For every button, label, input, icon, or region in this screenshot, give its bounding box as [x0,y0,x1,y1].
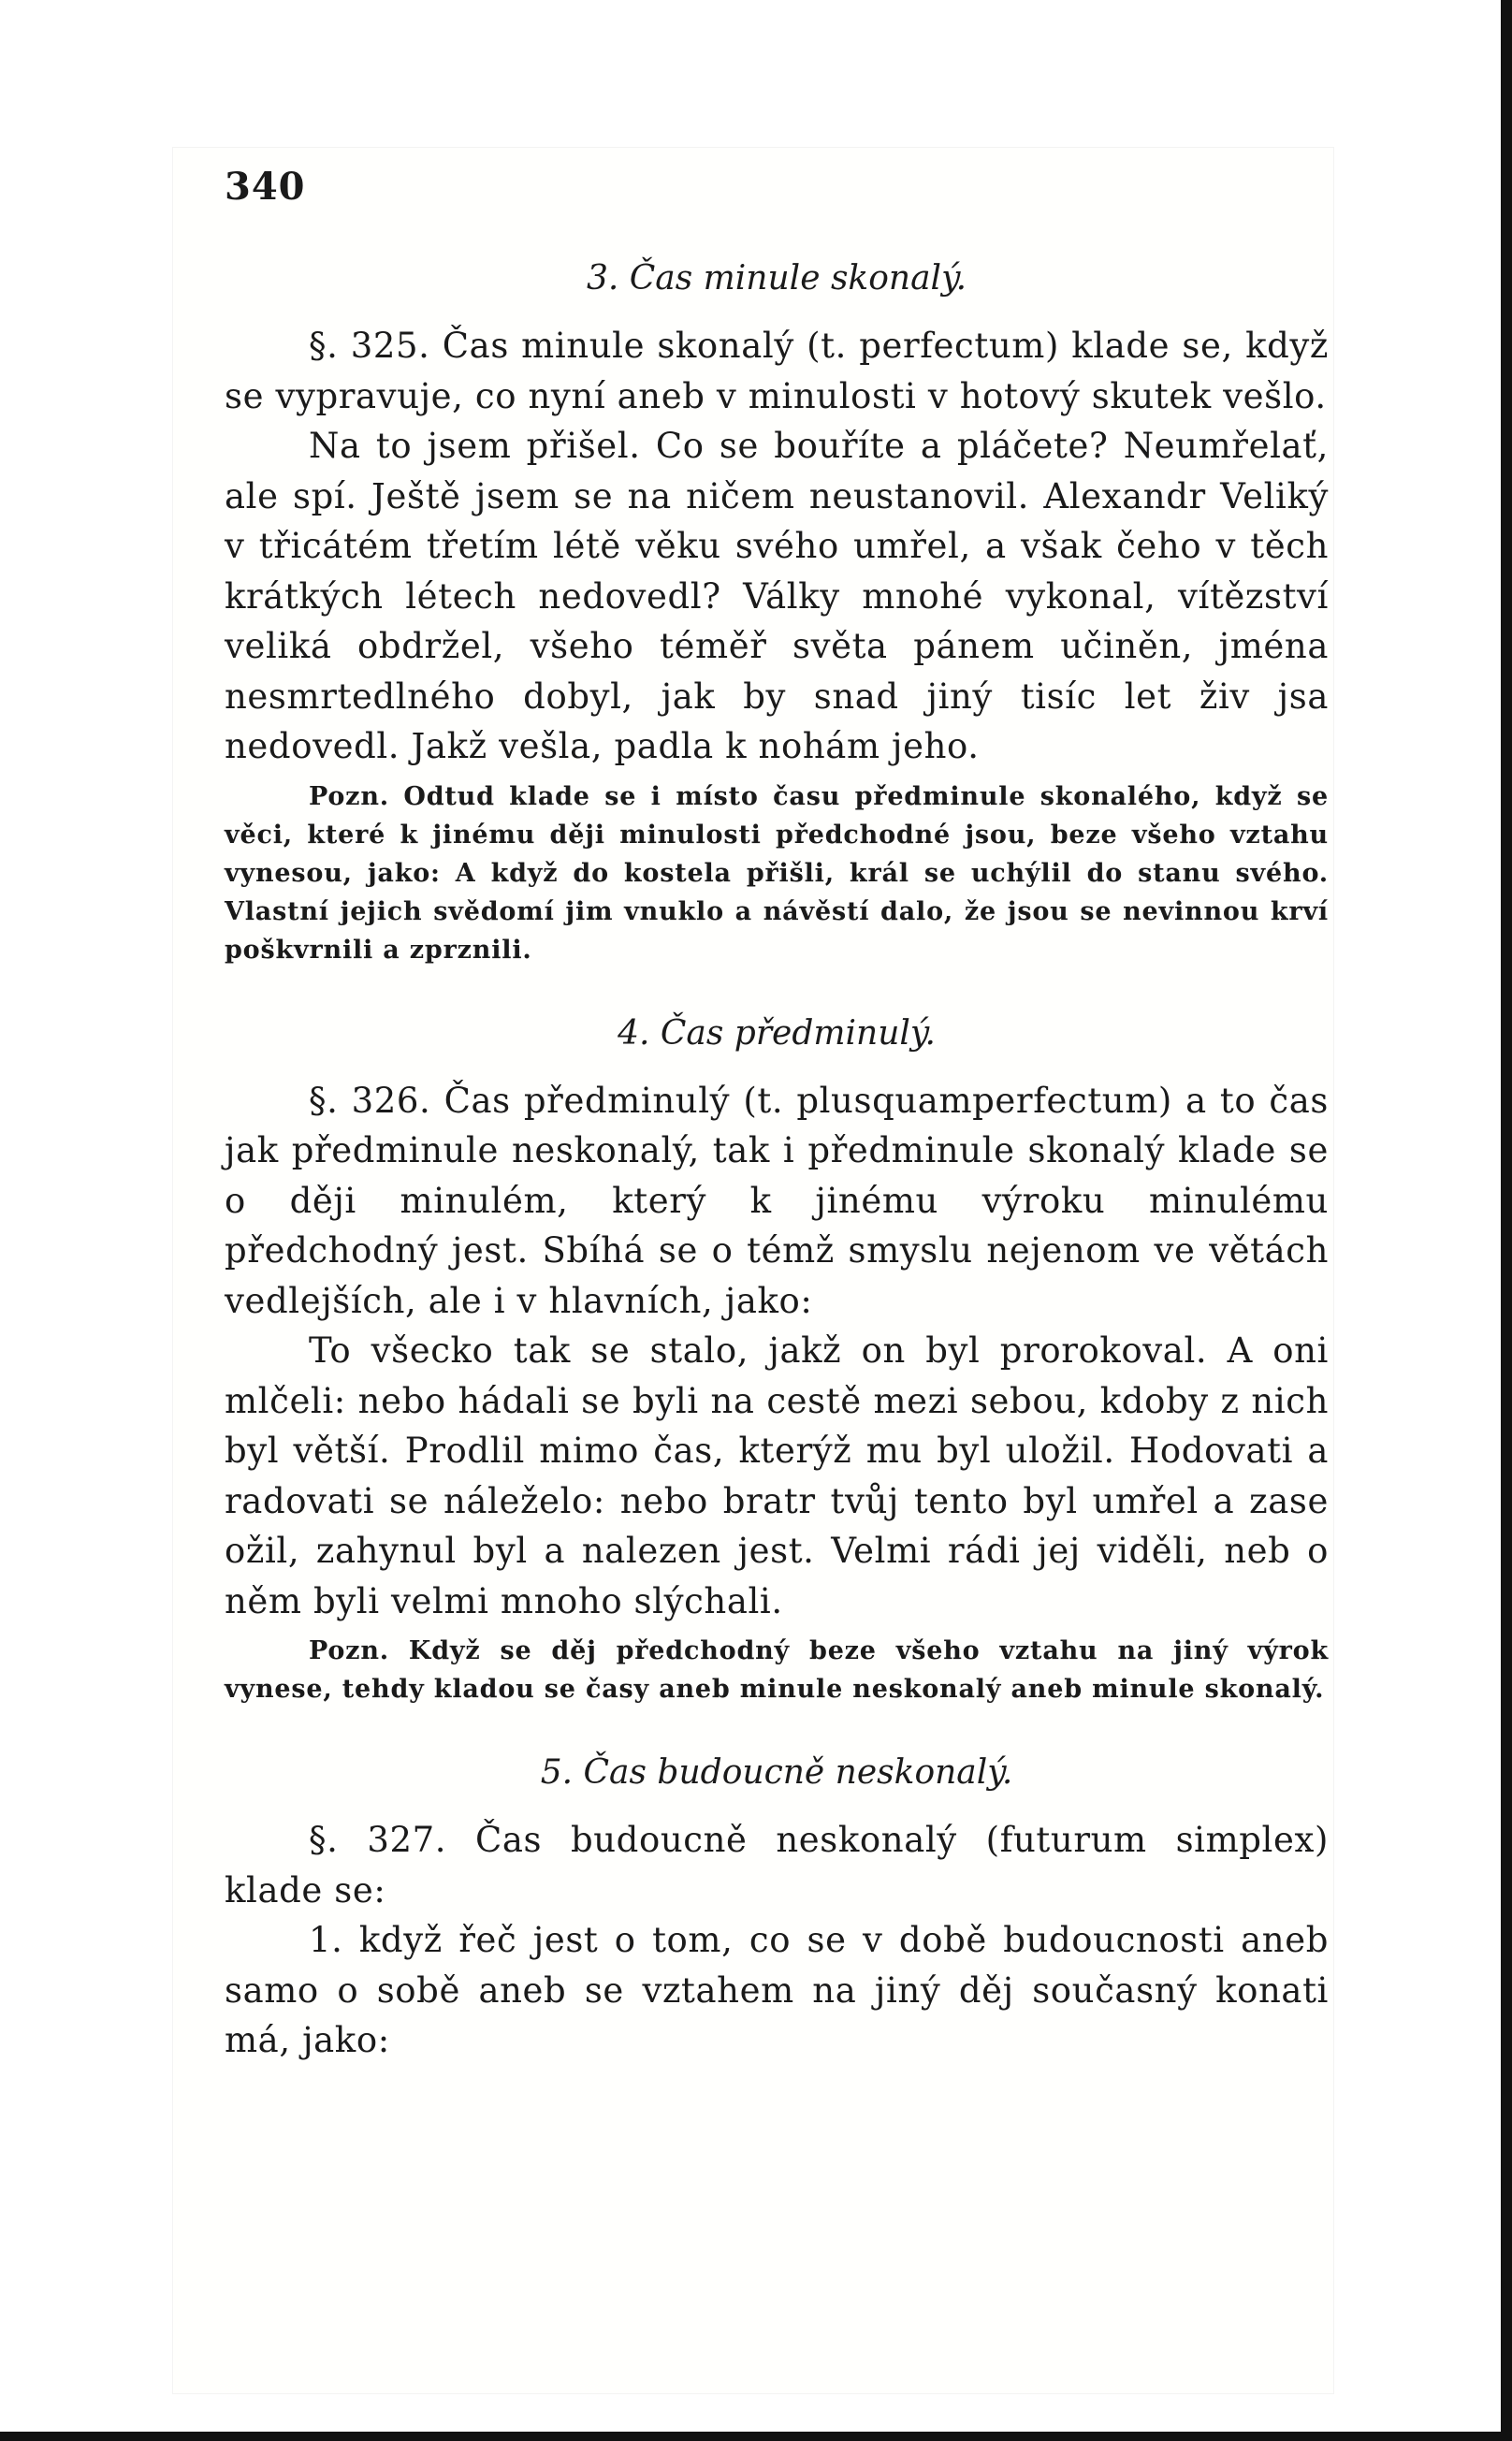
note-325: Pozn. Odtud klade se i místo času předminule skonalého, když se věci, které k jinému ději minulosti předchodné jsou, beze všeho vztahu vynesou, jako: A když do kostela přišli, král se uchýlil do stanu svého. Vlastní jejich svědomí jim vnuklo a návěstí dalo, že jsou se nevinnou krví poškvrnili a zprznili. [225,781,1329,965]
examples-325: Na to jsem přišel. Co se bouříte a pláčete? Neumřelať, ale spí. Ještě jsem se na ničem neustanovil. Alexandr Veliký v třicátém třetím létě věku svého umřel, a však čeho v těch krátkých létech nedovedl? Války mnohé vykonal, vítězství veliká obdržel, všeho téměř světa pánem učiněn, jména nesmrtedlného dobyl, jak by snad jiný tisíc let živ jsa nedovedl. Jakž vešla, padla k nohám jeho. [225,426,1329,766]
item-327-1: 1. když řeč jest o tom, co se v době budoucnosti aneb samo o sobě aneb se vztahem na jiný děj současný konati má, jako: [225,1920,1329,2060]
paragraph-327: §. 327. Čas budoucně neskonalý (futurum simplex) klade se: [225,1820,1329,1911]
examples-326: To všecko tak se stalo, jakž on byl prorokoval. A oni mlčeli: nebo hádali se byli na cestě mezi sebou, kdoby z nich byl větší. Prodlil mimo čas, kterýž mu byl uložil. Hodovati a radovati se náleželo: nebo bratr tvůj tento byl umřel a zase ožil, zahynul byl a nalezen jest. Velmi rádi jej viděli, neb o něm byli velmi mnoho slýchali. [225,1330,1329,1621]
page-content [225,255,1329,2066]
paragraph-326: §. 326. Čas předminulý (t. plusquamperfectum) a to čas jak předminule neskonalý, tak i předminule skonalý klade se o ději minulém, který k jinému výroku minulému předchodný jest. Sbíhá se o témž smyslu nejenom ve větách vedlejších, ale i v hlavních, jako: [225,1080,1329,1321]
paragraph-325: §. 325. Čas minule skonalý (t. perfectum) klade se, když se vypravuje, co nyní aneb v minulosti v hotový skutek vešlo. [225,326,1329,416]
section-heading-4: 4. Čas předminulý. [618,1013,936,1053]
scan-edge-right [1501,0,1512,2441]
book-page [173,148,1333,2393]
scan-edge-bottom [0,2432,1512,2441]
page-number: 340 [225,165,306,209]
section-heading-3: 3. Čas minule skonalý. [586,259,967,298]
section-heading-5: 5. Čas budoucně neskonalý. [540,1753,1013,1792]
note-326: Pozn. Když se děj předchodný beze všeho vztahu na jiný výrok vynese, tehdy kladou se časy aneb minule neskonalý aneb minule skonalý. [225,1636,1329,1704]
